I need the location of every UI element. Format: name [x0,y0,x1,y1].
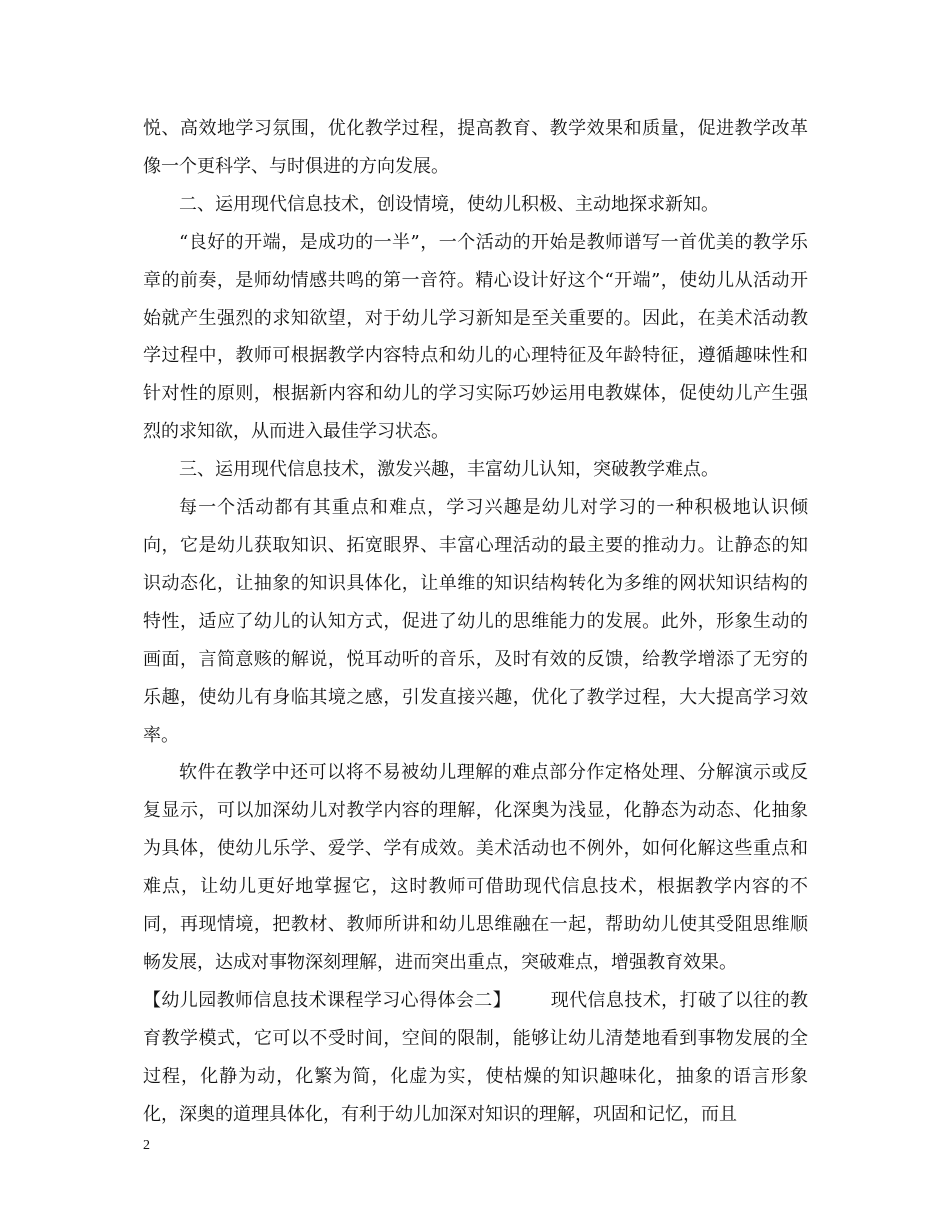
document-body [143,110,808,1133]
paragraph-software: 软件在教学中还可以将不易被幼儿理解的难点部分作定格处理、分解演示或反复显示，可以加深幼儿对教学内容的理解，化深奥为浅显，化静态为动态、化抽象为具体，使幼儿乐学、爱学、学有成效。美术活动也不例外，如何化解这些重点和难点，让幼儿更好地掌握它，这时教师可借助现代信息技术，根据教学内容的不同，再现情境，把教材、教师所讲和幼儿思维融在一起，帮助幼儿使其受阻思维顺畅发展，达成对事物深刻理解，进而突出重点，突破难点，增强教育效果。 [143,762,808,973]
paragraph-interest: 每一个活动都有其重点和难点，学习兴趣是幼儿对学习的一种积极地认识倾向，它是幼儿获取知识、拓宽眼界、丰富心理活动的最主要的推动力。让静态的知识动态化，让抽象的知识具体化，让单维的知识结构转化为多维的网状知识结构的特性，适应了幼儿的认知方式，促进了幼儿的思维能力的发展。此外，形象生动的画面，言简意赅的解说，悦耳动听的音乐，及时有效的反馈，给教学增添了无穷的乐趣，使幼儿有身临其境之感，引发直接兴趣，优化了教学过程，大大提高学习效率。 [143,497,808,746]
paragraph-continuation: 悦、高效地学习氛围，优化教学过程，提高教育、教学效果和质量，促进教学改革像一个更科学、与时俱进的方向发展。 [143,118,808,177]
page-number: 2 [143,1138,150,1153]
section-two-label: 【幼儿园教师信息技术课程学习心得体会二】 [143,989,512,1011]
section-two-text: 现代信息技术，打破了以往的教育教学模式，它可以不受时间，空间的限制，能够让幼儿清楚地看到事物发展的全过程，化静为动，化繁为简，化虚为实，使枯燥的知识趣味化，抽象的语言形象化，深奥的道理具体化，有利于幼儿加深对知识的理解，巩固和记忆，而且 [143,989,808,1125]
paragraph-section-two [143,982,808,1134]
paragraph-good-start: “良好的开端，是成功的一半”，一个活动的开始是教师谱写一首优美的教学乐章的前奏，是师幼情感共鸣的第一音符。精心设计好这个“开端”，使幼儿从活动开始就产生强烈的求知欲望，对于幼儿学习新知是至关重要的。因此，在美术活动教学过程中，教师可根据教学内容特点和幼儿的心理特征及年龄特征，遵循趣味性和针对性的原则，根据新内容和幼儿的学习实际巧妙运用电教媒体，促使幼儿产生强烈的求知欲，从而进入最佳学习状态。 [143,231,808,443]
section-heading-two: 二、运用现代信息技术，创设情境，使幼儿积极、主动地探求新知。 [179,193,719,215]
section-heading-three: 三、运用现代信息技术，激发兴趣，丰富幼儿认知，突破教学难点。 [179,459,719,481]
